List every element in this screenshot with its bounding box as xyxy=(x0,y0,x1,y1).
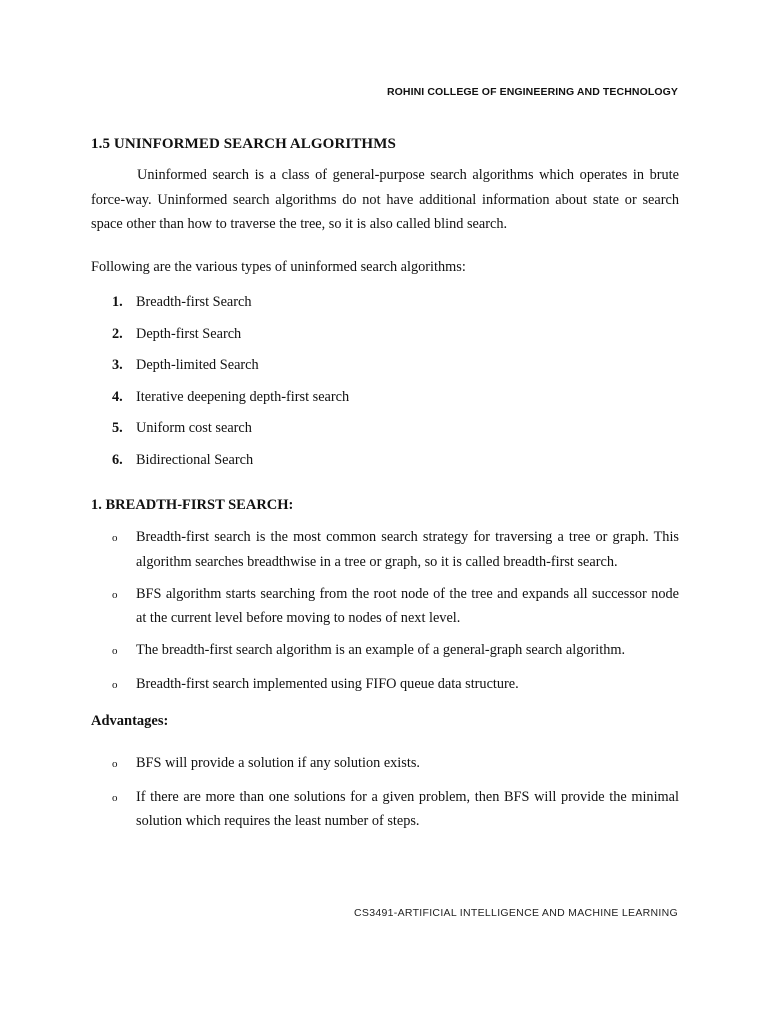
intro-paragraph: Uninformed search is a class of general-purpose search algorithms which operates in brute force-way. Uninformed search algorithms do not have additional information about state or search space other than how to traverse the tree, so it is also called blind search. xyxy=(91,167,679,232)
list-item xyxy=(112,751,679,777)
list-item xyxy=(112,638,679,664)
list-label: Depth-first Search xyxy=(136,325,242,342)
list-number: 6. xyxy=(112,451,123,468)
bullet-text: If there are more than one solutions for a given problem, then BFS will provide the minimal solution which requires the least number of steps. xyxy=(136,788,679,829)
page-header: ROHINI COLLEGE OF ENGINEERING AND TECHNOLOGY xyxy=(386,86,678,98)
advantages-list xyxy=(112,751,679,841)
list-number: 5. xyxy=(112,420,123,437)
bullet-icon: o xyxy=(112,678,118,691)
page-footer: CS3491-ARTIFICIAL INTELLIGENCE AND MACHINE LEARNING xyxy=(354,907,678,919)
bfs-points-list xyxy=(112,525,679,705)
bullet-text: The breadth-first search algorithm is an example of a general-graph search algorithm. xyxy=(136,642,626,658)
list-item xyxy=(112,582,679,631)
list-number: 2. xyxy=(112,325,123,342)
bfs-heading: 1. BREADTH-FIRST SEARCH: xyxy=(91,497,294,513)
bullet-icon: o xyxy=(112,588,118,601)
bullet-icon: o xyxy=(112,645,118,657)
list-label: Depth-limited Search xyxy=(136,357,259,374)
list-item xyxy=(112,357,349,389)
bullet-text: Breadth-first search is the most common search strategy for traversing a tree or graph. This algorithm searches breadthwise in a tree or graph, so it is called breadth-first search. xyxy=(136,529,679,570)
bullet-text: BFS will provide a solution if any solution exists. xyxy=(136,755,420,771)
list-number: 1. xyxy=(112,294,123,310)
list-item xyxy=(112,785,679,834)
list-item xyxy=(112,389,349,421)
list-number: 3. xyxy=(112,357,123,374)
bullet-text: Breadth-first search implemented using FIFO queue data structure. xyxy=(136,675,519,692)
bullet-icon: o xyxy=(112,758,118,770)
bullet-icon: o xyxy=(112,791,118,804)
bullet-text: BFS algorithm starts searching from the root node of the tree and expands all successor node at the current level before moving to nodes of next level. xyxy=(136,585,679,626)
bullet-icon: o xyxy=(112,532,118,544)
advantages-heading: Advantages: xyxy=(91,713,169,729)
section-title: 1.5 UNINFORMED SEARCH ALGORITHMS xyxy=(91,136,396,152)
search-types-list xyxy=(112,294,349,484)
list-item xyxy=(112,420,349,452)
list-label: Breadth-first Search xyxy=(136,294,252,310)
list-item xyxy=(112,294,349,326)
list-label: Uniform cost search xyxy=(136,420,252,437)
list-item xyxy=(112,452,349,484)
list-item xyxy=(112,326,349,358)
types-intro: Following are the various types of uninformed search algorithms: xyxy=(91,259,466,275)
list-label: Bidirectional Search xyxy=(136,451,254,468)
list-item xyxy=(112,672,679,698)
list-item xyxy=(112,525,679,574)
list-number: 4. xyxy=(112,388,123,405)
list-label: Iterative deepening depth-first search xyxy=(136,388,350,405)
